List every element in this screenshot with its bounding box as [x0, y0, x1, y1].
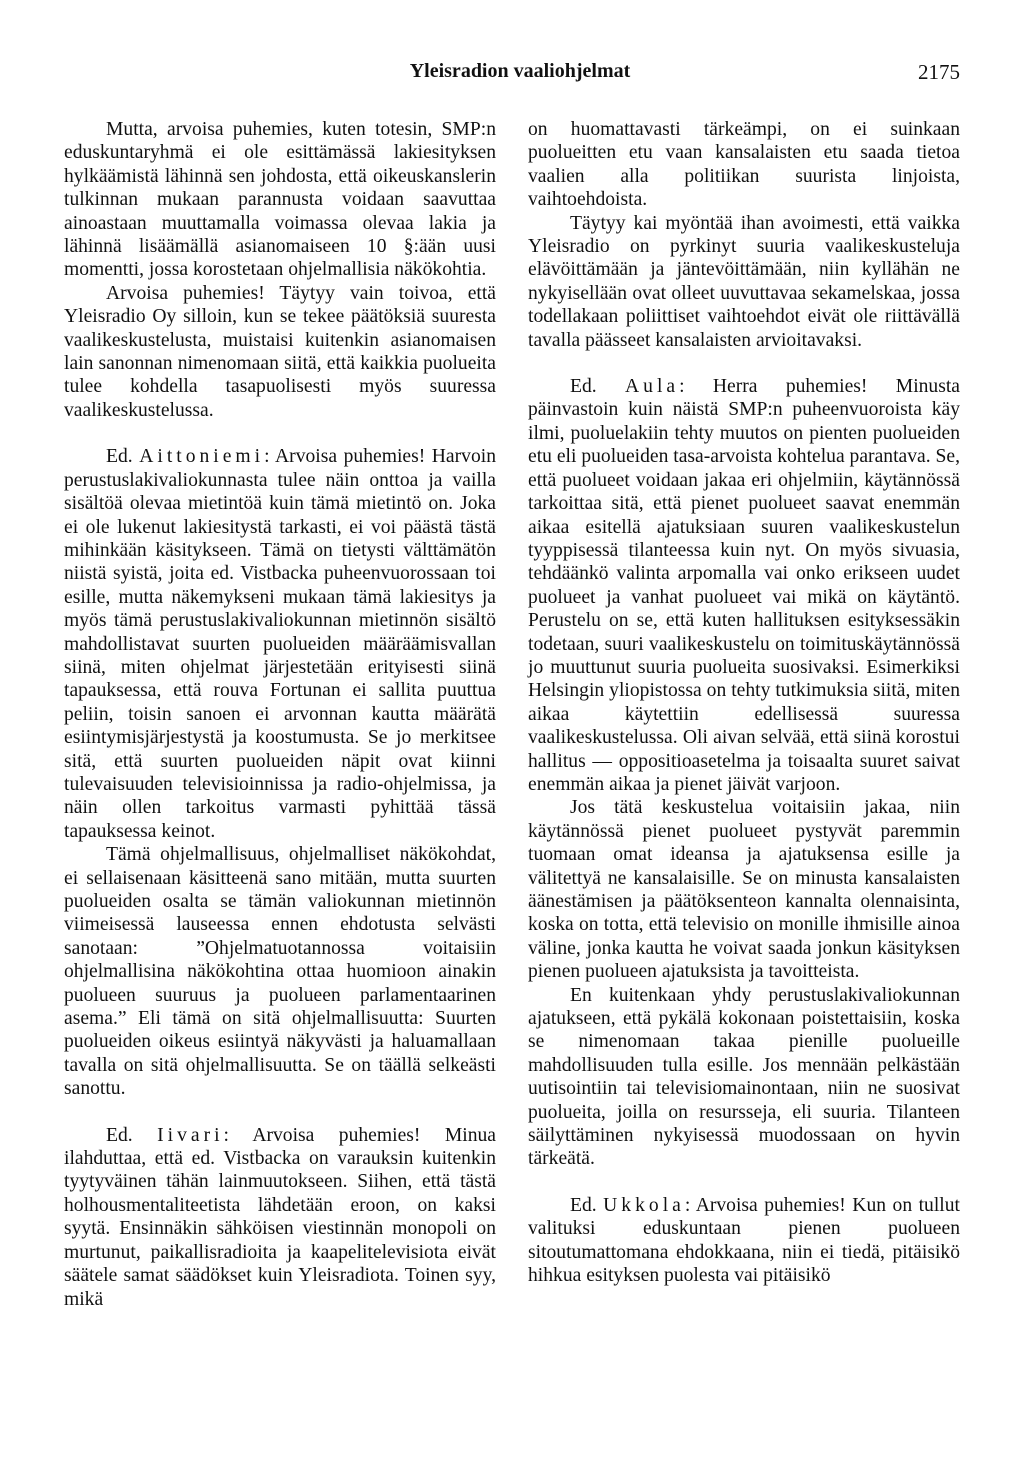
speech-text: : Arvoisa puhemies! Minua ilahduttaa, että ed. Vistbacka on varauksin kuitenkin tyytyväinen tähän lainmuutokseen. Siihen, että tästä holhousmentaliteetista lähdetään eroon, on kaksi syytä. Ensinnäkin sähköisen viestinnän monopoli on murtunut, paikallisradioita ja kaapelitelevisiota eivät säätele samat säädökset kuin Yleisradiota. Toinen syy, mikä	[64, 1124, 496, 1310]
speech-text: : Arvoisa puhemies! Harvoin perustuslakivaliokunnasta tulee näin onttoa ja vailla sisältöä olevaa mietintöä kuin tämä mietintö on. Joka ei ole lukenut lakiesitystä tarkasti, ei voi päästä tästä mihinkään käsitykseen. Tämä on tietysti välttämätön niistä syistä, joita ed. Vistbacka puheenvuorossaan toi esille, mutta näkemykseni mukaan tämä lakiesitys ja myös tämä perustuslakivaliokunnan mietinnön sisältö mahdollistavat suurten puolueiden määräämisvallan siinä, miten ohjelmat järjestetään erityisesti siinä tapauksessa, että rouva Fortunan ei sallita puuttua peliin, toisin sanoen ei arvonnan kautta määrätä esiintymisjärjestystä ja koostumusta. Se jo merkitsee sitä, että suurten puolueiden näpit ovat kiinni tulevaisuuden televisioinnissa ja radio-ohjelmissa, ja näin ollen tarkoitus varmasti pyhittää tässä tapauksessa keinot.	[64, 446, 496, 842]
paragraph: Tämä ohjelmallisuus, ohjelmalliset näkökohdat, ei sellaisenaan käsitteenä sano mitään, mutta suurten puolueiden osalta se tämän valiokunnan mietinnön viimeisessä lauseessa ennen ehdotusta selvästi sanotaan: ”Ohjelmatuotannossa voitaisiin ohjelmallisina näkökohtina ottaa huomioon ainakin puolueen suuruus ja puolueen parlamentaarinen asema.” Eli tämä on sitä ohjelmallisuutta: Suurten puolueiden oikeus esiintyä näkyvästi ja haluamallaan tavalla on sitä ohjelmallisuutta. Se on täällä selkeästi sanottu.	[64, 844, 496, 1100]
speaker-name: Iivari	[157, 1124, 224, 1146]
paragraph: Arvoisa puhemies! Täytyy vain toivoa, että Yleisradio Oy silloin, kun se tekee päätöksiä suuresta vaalikeskustelusta, muistaisi kuitenkin asianomaisen lain sanonnan nimenomaan siitä, että kaikkia puolueita tulee kohdella tasapuolisesti myös suuressa vaalikeskustelussa.	[64, 282, 496, 421]
page-number: 2175	[918, 60, 960, 84]
speaker-prefix: Ed.	[570, 376, 597, 398]
speech-iivari	[64, 1124, 496, 1311]
paragraph: Mutta, arvoisa puhemies, kuten totesin, SMP:n eduskuntaryhmä ei ole esittämässä lakiesityksen hylkäämistä lähinnä sen johdosta, että oikeuskanslerin tulkinnan mukaan parannusta voidaan saavuttaa ainoastaan muuttamalla voimassa olevaa lakia ja lähinnä lisäämällä asianomaiseen 10 §:ään uusi momentti, jossa korostetaan ohjelmallisia näkökohtia.	[64, 119, 496, 281]
paragraph: Täytyy kai myöntää ihan avoimesti, että vaikka Yleisradio on pyrkinyt suuria vaalikeskusteluja elävöittämään ja jäntevöittämään, niin kyllähän ne nykyisellään ovat olleet uuvuttavaa sekamelskaa, jossa todellakaan poliittiset vaihtoehdot eivät ole riittävällä tavalla päässeet kansalaisten arvioitavaksi.	[528, 212, 960, 351]
speaker-name: Ukkola	[603, 1194, 685, 1216]
speaker-prefix: Ed.	[106, 1124, 133, 1146]
speech-text: : Herra puhemies! Minusta päinvastoin kuin näistä SMP:n puheenvuoroista käy ilmi, puoluelakiin tehty muutos on pienten puolueiden etu eli puolueiden tasa-arvoista kohtelua parantava. Se, että puolueet voidaan jakaa eri ohjelmiin, käytännössä tarkoittaa sitä, että pienet puolueet saavat enemmän aikaa esitellä ajatuksiaan suuren vaalikeskustelun tyyppisessä tilanteessa kuin nyt. On myös sivuasia, tehdäänkö valinta arpomalla vai onko erikseen uudet puolueet ja vanhat puolueet vai mikä on käytäntö. Perustelu on se, että kuten hallituksen esityksessäkin todetaan, suuri vaalikeskustelu on toimituskäytännössä jo muuttunut suuria puolueita suosivaksi. Esimerkiksi Helsingin yliopistossa on tehty tutkimuksia siitä, miten aikaa käytettiin edellisessä suuressa vaalikeskustelussa. Oli aivan selvää, että siinä korostui hallitus — oppositioasetelma ja toisaalta suuret saivat enemmän aikaa ja pienet jäivät varjoon.	[528, 376, 960, 795]
speech-aittoniemi	[64, 445, 496, 843]
speaker-name: Aula	[625, 376, 680, 398]
speech-text: : Arvoisa puhemies! Kun on tullut valituksi eduskuntaan pienen puolueen sitoutumattomana ehdokkaana, niin ei tiedä, pitäisikö hihkua esityksen puolesta vai pitäisikö	[528, 1194, 960, 1287]
right-column	[528, 118, 960, 1288]
speech-aula	[528, 375, 960, 796]
speech-ukkola	[528, 1194, 960, 1288]
running-title: Yleisradion vaaliohjelmat	[409, 60, 631, 82]
speaker-prefix: Ed.	[570, 1194, 597, 1216]
paragraph: on huomattavasti tärkeämpi, on ei suinkaan puolueitten etu vaan kansalaisten etu saada tietoa vaalien alla politiikan suurista linjoista, vaihtoehdoista.	[528, 119, 960, 211]
paragraph: Jos tätä keskustelua voitaisiin jakaa, niin käytännössä pienet puolueet pystyvät paremmin tuomaan omat ideansa ja ajatuksensa esille ja välitettyä ne kansalaisille. Se on minusta kansalaisten äänestämisen ja päätöksenteon kannalta olennaisinta, koska on totta, että televisio on monille ihmisille ainoa väline, jonka kautta he voivat saada jonkun käsityksen pienen puolueen ajatuksista ja tavoitteista.	[528, 797, 960, 983]
speaker-name: Aittoniemi	[139, 446, 265, 468]
speaker-prefix: Ed.	[106, 446, 133, 468]
paragraph: En kuitenkaan yhdy perustuslakivaliokunnan ajatukseen, että pykälä kokonaan poistettaisiin, koska se nimenomaan takaa pienille puolueille mahdollisuuden tulla esille. Jos mennään pelkästään uutisointiin tai televisiomainontaan, niin ne suosivat puolueita, joilla on resursseja, eli suuria. Tilanteen säilyttäminen nykyisessä muodossaan on hyvin tärkeätä.	[528, 984, 960, 1170]
left-column	[64, 118, 496, 1311]
